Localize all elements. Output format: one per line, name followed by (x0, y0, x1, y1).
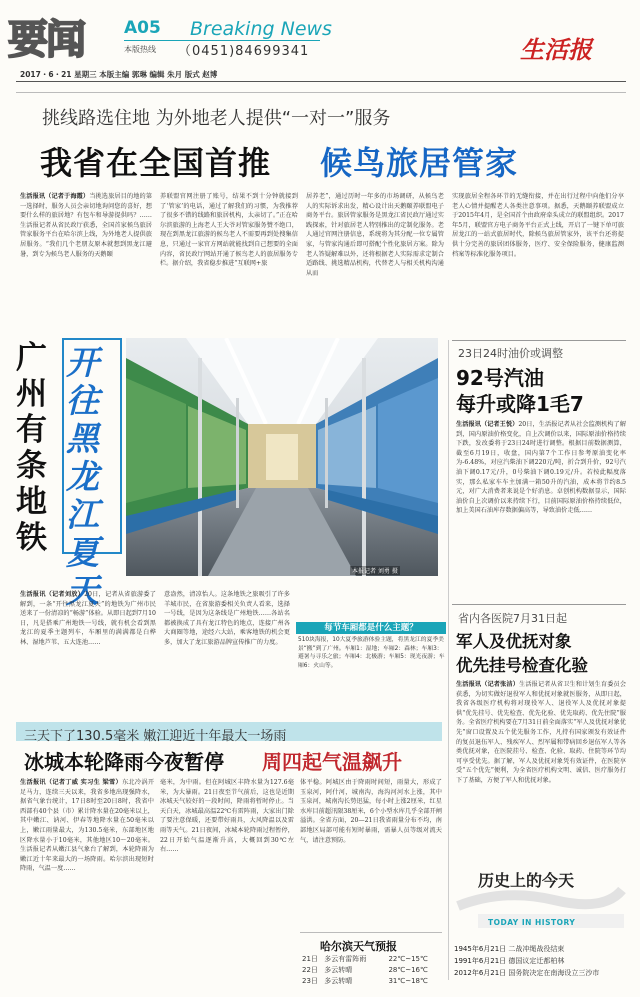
lead-byline: 生活报讯（记者于海霞） (20, 193, 90, 200)
history-title: 历史上的今天 (478, 871, 575, 890)
weather-row: 21日 多云有雷阵雨 22℃~15℃ (302, 955, 428, 963)
weather-rule (300, 932, 442, 933)
military-byline: 生活报讯（记者张洁） (456, 681, 520, 688)
rain-column-2: 毫米，为中雨。但在阿城区丰降水量为127.6毫米，为大暴雨。21日夜至节气前后，这也是近期冰城天气较好的一段时间，降雨将暂时停止。当天白天，冰城最高温22℃有雷阵雨，大家出门除了要注意保暖，还要带好雨具，大风降温以及雷雨等天气。21日夜间，冰城本轮降雨过程暂停，22日开始气温逐渐升高，大概回到30℃左右…… (160, 779, 294, 854)
rain-byline: 生活报讯（记者丁威 实习生 梁雪） (20, 779, 122, 786)
weather-title: 哈尔滨天气预报 (320, 940, 397, 953)
oil-byline: 生活报讯（记者王悦） (456, 421, 519, 428)
hotline-label: 本版热线 (124, 45, 156, 54)
lead-rule-top (16, 92, 626, 93)
lead-column-3: 居养老”，通过历时一年多的市场调研，从候鸟老人的实际诉求出发，精心设计出天鹅颐养联盟电子商务平台。旅居管家服务是黑龙江省民政厅通过实践探索，针对旅居老人特别推出的定制化服务。老人通过官网注册信息，系统将为其分配一位专属管家，与管家沟通后即可搭配个性化旅居方案。除为老人答疑解难以外，还将根据老人实际需求定制合适路线、挑选精品机构，代替老人与相关机构沟通从而 (306, 193, 444, 277)
weather-row: 23日 多云转晴 31℃~18℃ (302, 977, 428, 985)
carriage-theme-title: 每节车厢都是什么主题？ (296, 622, 446, 634)
history-row: 1945年6月21日 二战冲绳战役结束 (454, 945, 565, 953)
military-subtitle: 省内各医院7月31日起 (458, 612, 567, 625)
guangzhou-vertical-title: 广州有条地铁 (16, 340, 47, 556)
oil-rule (452, 340, 626, 341)
lead-title-highlight: 候鸟旅居管家 (320, 144, 519, 182)
newspaper-logo: 生活报 (520, 35, 592, 64)
column-divider (448, 340, 449, 980)
military-title-line2: 优先挂号检查化验 (456, 656, 588, 675)
oil-title-line1: 92号汽油 (456, 366, 544, 390)
history-subtitle: TODAY IN HISTORY (488, 918, 576, 927)
military-title-line1: 军人及优抚对象 (456, 632, 572, 651)
military-rule (452, 604, 626, 605)
rain-subtitle: 三天下了130.5毫米 嫩江迎近十年最大一场雨 (24, 729, 287, 744)
oil-body: 生活报讯（记者王悦）20日，生活报记者从社会监测机构了解到，国内原油价格变化，自上次调价以来，国际原油价格持续下跌，发改委将于23日24时进行调整。根据目前数据测算，截至6月19日，收盘，国内第7个工作日参考原油变化率为-6.48%，对应汽柴油下调220元/吨，折合到升价，92号汽油下调0.17元/升，0号柴油下调0.19元/升。若按此幅度落实，那么私家车车主加满一箱50升的汽油，成本将节约8.5元，对广大消费者来说是个好消息。卓创机构数据显示，国际油价自上次调价以来持续下行，目前国际原油价格持续低位，加上美国石油库存数据偏高等，导致油价走低…… (456, 421, 626, 515)
header-divider (16, 81, 626, 82)
hotline-number: （0451)84699341 (178, 44, 310, 59)
military-body: 生活报讯（记者张洁）生活报记者从省卫生和计划生育委员会获悉，为切实做好退役军人和优抚对象就医服务，从即日起，我省各级医疗机构将对现役军人、退役军人及优抚对象提供“优先挂号、优先检查、优先化验、优先取药、优先住院”服务。全省医疗机构要在7月31日前全面落实“军人及优抚对象优先”窗口设置及五个优先服务工作，凡持有国家颁发有效证件的复员退伍军人、残疾军人、烈军属和带病回乡退伍军人等各类优抚对象，在医院挂号、检查、化验、取药、住院等环节均可享受优先。据了解，军人及优抚对象凭有效证件，在医院享受“五个优先”便利，为全省医疗机构文明、诚信、医疗服务打下了基础，方便了军人和优抚对象。 (456, 681, 626, 784)
oil-title-line2: 每升或降1毛7 (456, 392, 584, 416)
lead-title: 我省在全国首推 (40, 144, 272, 182)
weather-row: 22日 多云转晴 28℃~16℃ (302, 966, 428, 974)
dateline: 2017・6・21 星期三 本版主编 郭琳 编辑 朱月 版式 赵博 (20, 70, 218, 79)
history-row: 1991年6月21日 德国议定迁都柏林 (454, 957, 565, 965)
guangzhou-vertical-highlight: 开往黑龙江夏天 (66, 343, 99, 610)
subway-carriage-photo (126, 338, 438, 576)
lead-column-2: 养联盟官网注册了账号，结果不到十分钟就接到了‘管家’的电话，通过了解我们的习惯，为我推荐了很多不错的线路和旅居机构，太亲切了。”正在哈尔滨旅游的上海老人王大爷对管家服务赞不绝口，现在到黑龙江旅游的候鸟老人不需要再到处搜集信息，只通过一家官方网站就能找到自己想要的全面内容，省民政厅网站开通了候鸟老人的旅居服务专栏。据介绍，我省稳步推进“互联网+旅 (160, 193, 298, 268)
page-code: A05 (124, 18, 161, 38)
rain-title: 冰城本轮降雨今夜暂停 (24, 750, 224, 774)
section-title: Breaking News (190, 18, 332, 40)
photo-caption: 本报记者 刘勇 摄 (352, 568, 398, 575)
page-name: 要闻 (8, 17, 84, 63)
lead-column-1: 生活报讯（记者于海霞）当挑选旅居目的地的第一选择时，服务人员会亲切地询问您的喜好，想要什么样的旅居地？有包车和导游提供吗？……生活报记者从省民政厅获悉，全国首家候鸟旅居管家服务平台在哈尔滨上线，为外地老人提供旅居服务。“我们几个老朋友原本就想到黑龙江避暑，到专为候鸟老人服务的天鹅颐 (20, 193, 152, 258)
rain-column-1: 生活报讯（记者丁威 实习生 梁雪）东北冷涡开足马力，连续三天以来，我省多地出现强降水，据省气象台统计，17日8时至20日8时，我省中西部有40个县（市）累计降水量在20毫米以上，其中嫩江、讷河、伊春等地降水量在50毫米以上，嫩江雨量最大，为130.5毫米，东部地区地区降水量小于10毫米，其他地区10～20毫米。生活报记者从嫩江县气象台了解到，本轮降雨为嫩江近十年来最大的一场降雨。哈尔滨出现短时降雨，气温一度…… (20, 779, 154, 873)
guangzhou-byline: 生活报讯（记者刘放） (20, 591, 85, 598)
history-row: 2012年6月21日 国务院决定在南海设立三沙市 (454, 969, 600, 977)
carriage-theme-body: 510块海报，10大夏季旅游体验主题，将黑龙江的夏季美景“搬”到了广州。车厢1：湿地；车厢2：森林；车厢3：避暑与寻乐之旅；车厢4：北极游；车厢5：现光夜游；车厢6：火山等。 (298, 637, 445, 669)
rain-title-highlight: 周四起气温飙升 (262, 750, 402, 774)
guangzhou-column-2: 意盎然，清凉怡人。这条地铁之旅吸引了许多羊城市民，在省旅游委相关负责人看来，选择一号线，是因为这条线是广州地铁……各站名都被换成了具有龙江特色的地点，连接广州各大商圈等地，途经六大站，乘客地铁的机会更多，加大了龙江旅游品牌宣传推广的力度。 (164, 591, 290, 646)
guangzhou-column-1: 生活报讯（记者刘放）20日，记者从省旅游委了解到，一条“开往黑龙江夏天”的地铁为广州市民送来了一份清凉的“畅游”体验。从即日起到7月10日，凡是搭乘广州地铁一号线，就有机会看到黑龙江的夏季主题列车，车厢里的满满都是白桦林、湿地芦苇、五大连池…… (20, 591, 156, 646)
oil-subtitle: 23日24时油价或调整 (458, 347, 563, 360)
lead-column-4: 实现旅居全程各环节的无缝衔接，并在出行过程中向他们分享老人心情并提醒老人各类注意事项。据悉，天鹅颐养联盟成立于2015年4月，是全国首个由政府牵头成立的联盟组织。2017年5月，联盟官方电子商务平台正式上线，开启了一键下单可旅居龙江的一站式旅居时代，除候鸟旅居管家外，该平台还将提供十分完善的旅居团体服务，医疗、安全保险服务，健康监测档案等标准化服务项目。 (452, 193, 624, 258)
rain-column-3: 体平稳。阿城区由于降雨时间短，雨量大，形成了玉泉河，阿什河，城南沟，海沟河河水上涨，其中玉泉河，城南沟长势迅猛，每小时上涨2厘米，红星水库目前超汛限38厘米，6个小型水库几乎全部开闸溢洪。全省方面，20—21日我省雨量分布不均，南部地区局部可能有短时暴雨，需暴人员等级对流天气，请注意预防。 (300, 779, 442, 844)
lead-subtitle: 挑线路选住地 为外地老人提供“一对一”服务 (42, 108, 391, 129)
